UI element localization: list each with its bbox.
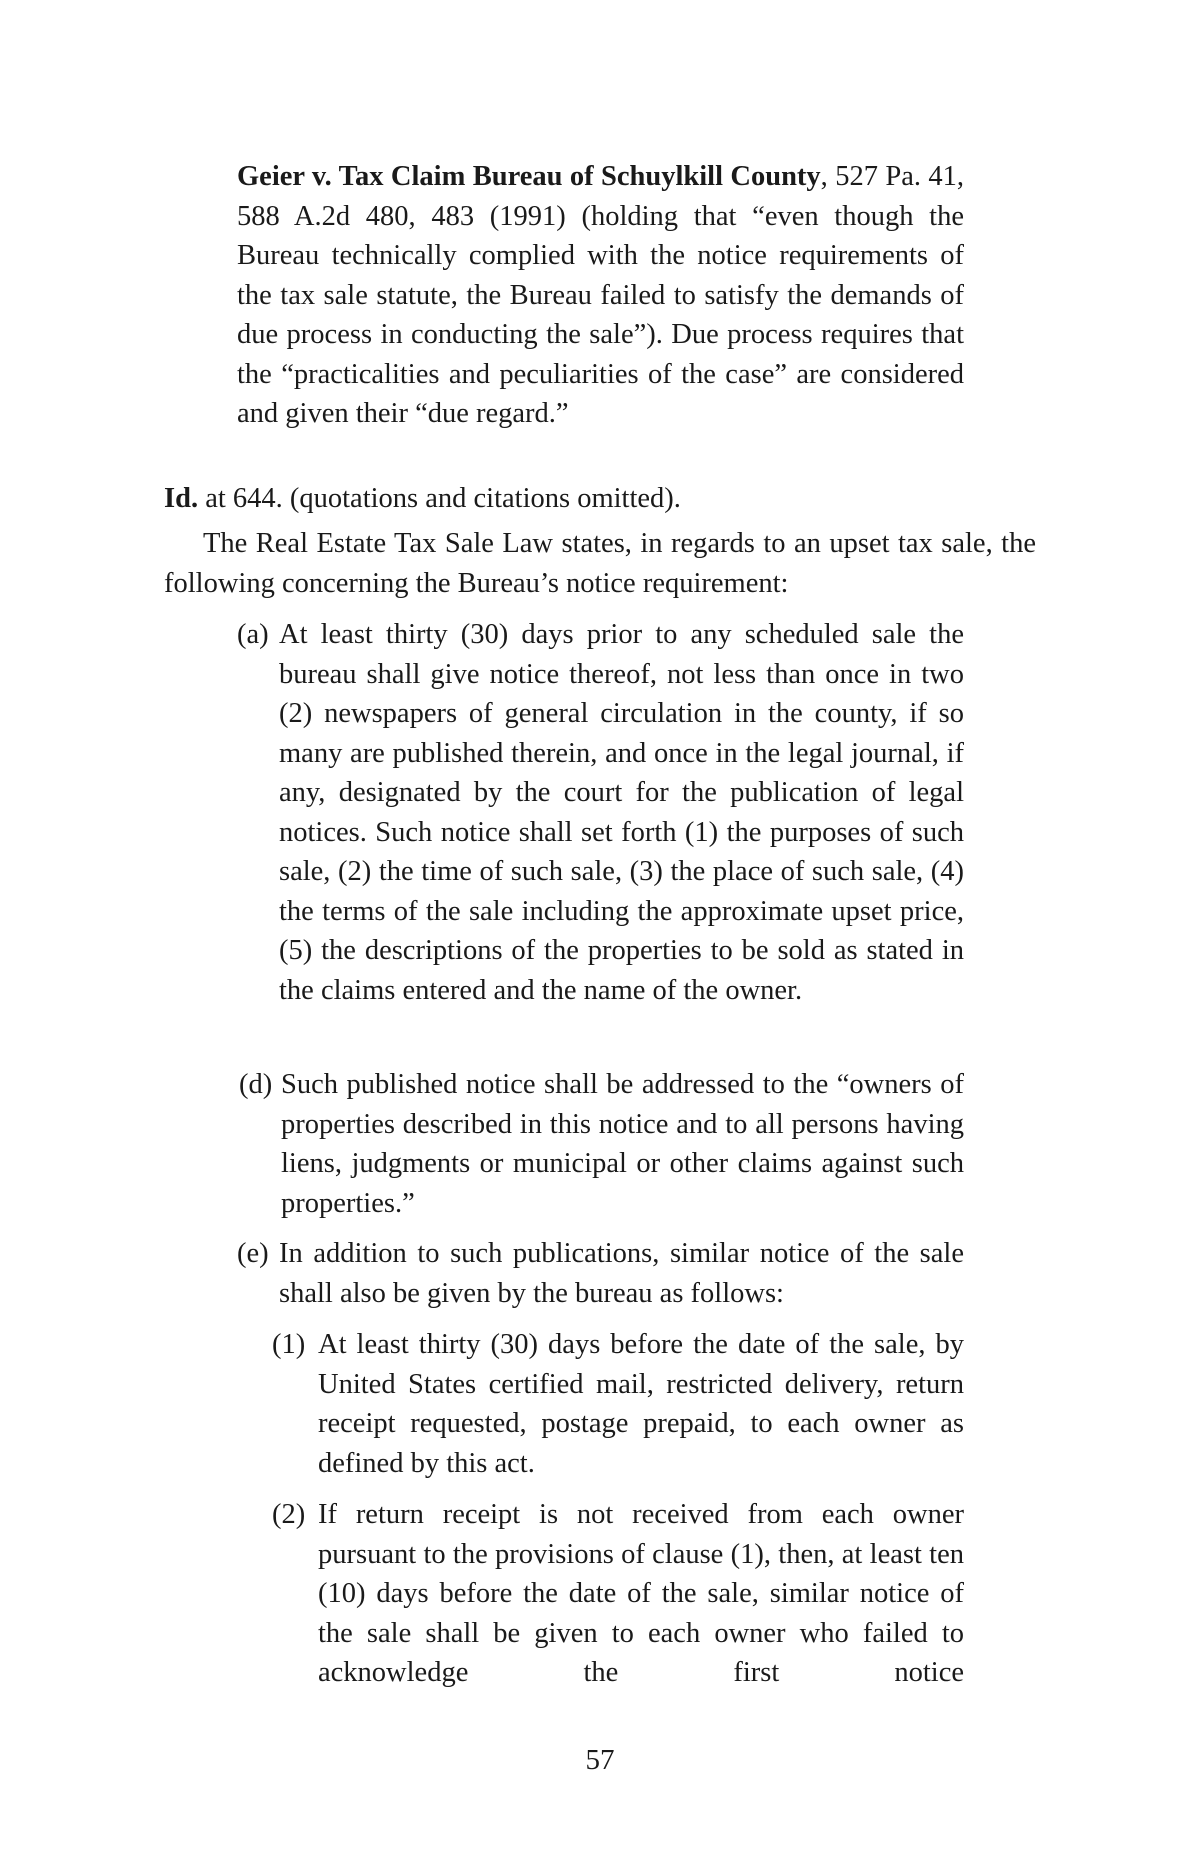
provision-text: Such published notice shall be addressed to the “owners of properties described in this notice and to all persons having liens, judgments or municipal or other claims against such properties.”	[281, 1069, 964, 1219]
page-number: 57	[585, 1744, 615, 1776]
provision-marker: (e)	[237, 1238, 269, 1269]
provision-d	[239, 1065, 964, 1223]
provision-e	[237, 1234, 964, 1313]
provision-e-2	[272, 1495, 964, 1693]
body-paragraph: The Real Estate Tax Sale Law states, in regards to an upset tax sale, the following concerning the Bureau’s notice requirement:	[164, 528, 1036, 599]
id-label: Id.	[164, 483, 199, 514]
citation-text: at 644. (quotations and citations omitted).	[198, 483, 681, 514]
provision-marker: (a)	[237, 619, 269, 650]
quote-text: , 527 Pa. 41, 588 A.2d 480, 483 (1991) (holding that “even though the Bureau technically complied with the notice requirements of the tax sale statute, the Bureau failed to satisfy the demands of due process in conducting the sale”). Due process requires that the “practicalities and peculiarities of the case” are considered and given their “due regard.”	[237, 161, 965, 429]
provision-text: At least thirty (30) days prior to any scheduled sale the bureau shall give notice thereof, not less than once in two (2) newspapers of general circulation in the county, if so many are published therein, and once in the legal journal, if any, designated by the court for the publication of legal notices. Such notice shall set forth (1) the purposes of such sale, (2) the time of such sale, (3) the place of such sale, (4) the terms of the sale including the approximate upset price, (5) the descriptions of the properties to be sold as stated in the claims entered and the name of the owner.	[279, 619, 964, 1006]
provision-marker: (d)	[239, 1069, 273, 1100]
clause-text: If return receipt is not received from each owner pursuant to the provisions of clause (1), then, at least ten (10) days before the date of the sale, similar notice of the sale shall be given to each owner who failed to acknowledge the first notice	[318, 1499, 964, 1688]
clause-text: At least thirty (30) days before the date of the sale, by United States certified mail, restricted delivery, return receipt requested, postage prepaid, to each owner as defined by this act.	[318, 1329, 964, 1479]
case-name: Geier v. Tax Claim Bureau of Schuylkill County	[237, 161, 821, 192]
clause-marker: (1)	[272, 1329, 306, 1360]
clause-marker: (2)	[272, 1499, 306, 1530]
citation-line	[164, 479, 964, 519]
provision-a	[237, 615, 964, 1010]
provision-text: In addition to such publications, similar notice of the sale shall also be given by the bureau as follows:	[279, 1238, 964, 1309]
block-quote	[237, 157, 964, 434]
provision-e-1	[272, 1325, 964, 1483]
